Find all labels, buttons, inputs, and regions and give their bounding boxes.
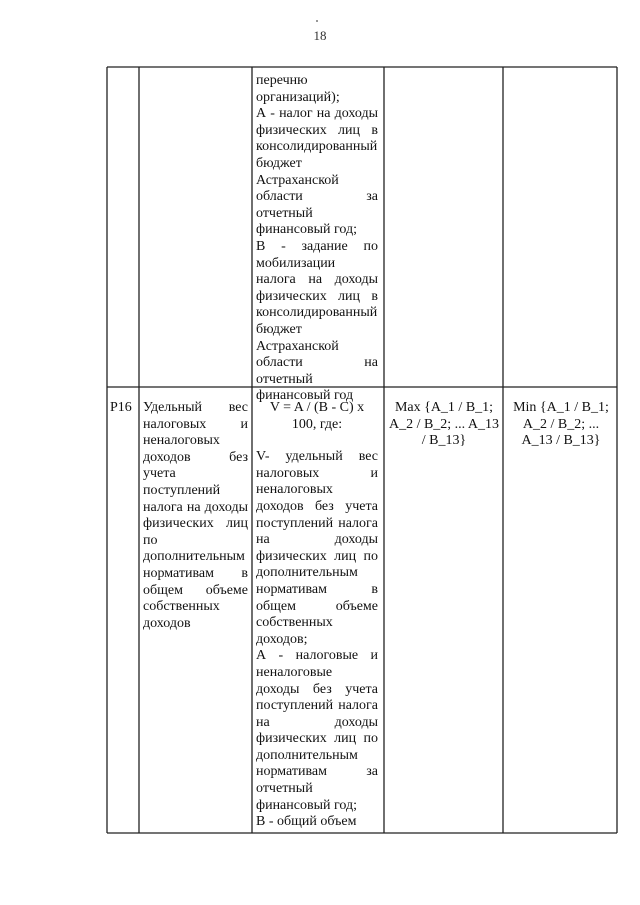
formula-text: V = A / (B - C) x 100, где: [269, 400, 365, 432]
row-code-p16: Р16 [110, 400, 132, 415]
max-rule-cell: Max {A_1 / B_1; A_2 / B_2; ... A_13 / B_13} [388, 400, 500, 449]
scan-speck [316, 20, 318, 22]
min-rule-cell: Min {A_1 / B_1; A_2 / B_2; ... A_13 / B_13} [513, 400, 609, 449]
formula-desc-v: V- удельный вес налоговых и неналоговых доходов без учета поступлений налога на доходы физических лиц по дополнительным нормативам в общем объеме собственных доходов; [256, 449, 378, 647]
indicator-name-cell: Удельный вес налоговых и неналоговых доходов без учета поступлений налога на доходы физических лиц по дополнительным нормативам в общем объеме собственных доходов [143, 400, 248, 631]
formula-desc-b: В - общий объем [256, 814, 357, 830]
continued-text-3: В - задание по мобилизации налога на доходы физических лиц в консолидированный бюджет Астраханской области на отчетный финансовый год [256, 238, 378, 404]
continued-formula-cell [256, 73, 378, 405]
formula-desc-a: А - налоговые и неналоговые доходы без учета поступлений налога на доходы физических лиц по дополнительным нормативам за отчетный финансовый год; [256, 648, 378, 813]
page-number: 18 [313, 28, 327, 43]
continued-text-2: А - налог на доходы физических лиц в консолидированный бюджет Астраханской области за отчетный финансовый год; [256, 106, 378, 238]
continued-text-1: перечню организаций); [256, 73, 340, 105]
formula-cell [256, 400, 378, 831]
